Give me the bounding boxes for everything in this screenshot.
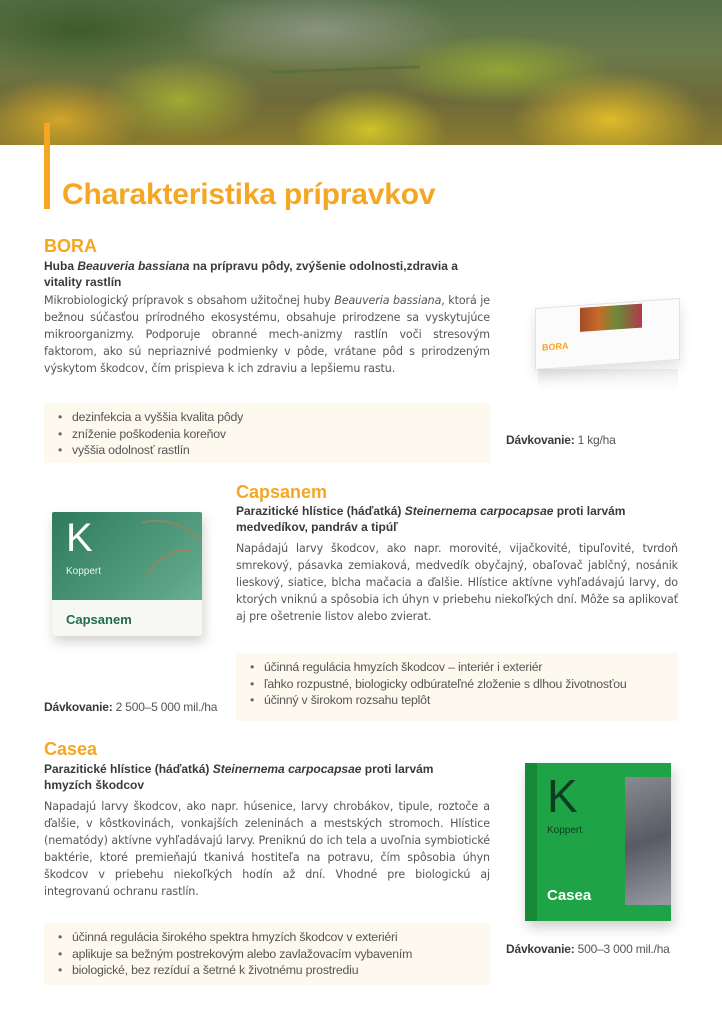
benefit-item: • ľahko rozpustné, biologicky odbúrateľné zloženie s dlhou životnosťou	[250, 676, 668, 693]
product-name: Capsanem	[236, 482, 328, 502]
subtitle-text: Huba	[44, 259, 78, 273]
subtitle-species: Beauveria bassiana	[77, 259, 190, 273]
benefit-item: • aplikuje sa bežným postrekovým alebo zavlažovacím vybavením	[58, 946, 480, 963]
product-subtitle	[44, 761, 484, 793]
benefits-box	[44, 403, 490, 463]
nematode-photo	[625, 777, 671, 905]
benefits-box	[236, 653, 678, 721]
package-reflection	[538, 369, 678, 391]
dosage	[506, 433, 616, 447]
benefit-item: • zníženie poškodenia koreňov	[58, 426, 480, 443]
koppert-wordmark: Koppert	[547, 825, 583, 836]
subtitle-text: Parazitické hlístice (háďatká)	[44, 762, 213, 776]
bora-package	[535, 298, 680, 370]
product-subtitle	[44, 258, 484, 290]
benefit-item: • účinná regulácia hmyzích škodcov – interiér i exteriér	[250, 659, 668, 676]
casea-package	[525, 763, 671, 921]
product-subtitle	[236, 503, 676, 535]
benefits-box	[44, 923, 490, 985]
capsanem-product-image	[52, 512, 210, 642]
page-title: Charakteristika prípravkov	[62, 178, 436, 211]
koppert-logo: K	[547, 770, 578, 822]
casea-product-image	[525, 763, 675, 923]
dosage-value: 2 500–5 000 mil./ha	[112, 700, 218, 714]
dosage	[506, 942, 670, 956]
vegetables-photo	[580, 304, 642, 332]
product-name: Casea	[44, 739, 98, 759]
desc-text: Mikrobiologický prípravok s obsahom užitočnej huby	[44, 294, 335, 307]
package-side	[525, 763, 537, 921]
subtitle-text: Parazitické hlístice (háďatká)	[236, 504, 405, 518]
desc-text: , ktorá je bežnou súčasťou prírodného ekosystému, obsahuje prirodzene sa vyskytujúce mikroorganizmy. Podporuje obranné mech-anizmy rastlín voči stresovým faktorom, ako sú nepriaznivé podmienky v pôde, vrátane pôd s prirodzeným výskytom škodcov, čím prispieva k ich zdraviu a lepšiemu rastu.	[44, 294, 491, 375]
benefit-item: • dezinfekcia a vyššia kvalita pôdy	[58, 409, 480, 426]
dosage-label: Dávkovanie:	[44, 700, 113, 714]
subtitle-text: proti larvám hmyzích škodcov	[44, 762, 434, 792]
dosage-label: Dávkovanie:	[506, 433, 575, 447]
pack-label: Casea	[547, 887, 592, 904]
dosage-value: 500–3 000 mil./ha	[574, 942, 670, 956]
product-description: Napadajú larvy škodcov, ako napr. húsenice, larvy chrobákov, tipule, roztoče a ďalšie, v kôstkovinách, vonkajších zeleninách a mestských stromoch. Hlístice (nematódy) aktívne vyhľadávajú larvy. Preniknú do ich tela a uvoľnia symbiotické baktérie, ktoré premieňajú tkanivá hostiteľa na potravu, čím spôsobia úhyn škodcov v priebehu niekoľkých hodín až dní. Vhodné pre biologickú aj integrovanú ochranu rastlín.	[44, 800, 490, 898]
benefit-item: • účinný v širokom rozsahu teplôt	[250, 692, 668, 709]
subtitle-species: Steinernema carpocapsae	[212, 762, 362, 776]
subtitle-text: na prípravu pôdy, zvýšenie odolnosti,zdravia a vitality rastlín	[44, 259, 458, 289]
pack-label: BORA	[542, 340, 569, 353]
bora-product-image	[530, 285, 685, 395]
subtitle-text: proti larvám medvedíkov, pandráv a tipúľ	[236, 504, 626, 534]
dosage	[44, 700, 217, 714]
subtitle-species: Steinernema carpocapsae	[404, 504, 554, 518]
benefit-item: • vyššia odolnosť rastlín	[58, 442, 480, 459]
capsanem-package	[52, 512, 202, 636]
product-description	[44, 292, 490, 377]
pack-label: Capsanem	[66, 612, 132, 627]
koppert-logo: K	[66, 516, 93, 560]
title-accent-bar	[44, 123, 50, 209]
benefit-item: • účinná regulácia širokého spektra hmyzích škodcov v exteriéri	[58, 929, 480, 946]
dosage-label: Dávkovanie:	[506, 942, 575, 956]
desc-species: Beauveria bassiana	[334, 294, 442, 307]
vineyard-row	[270, 65, 420, 73]
benefit-item: • biologické, bez rezíduí a šetrné k životnému prostrediu	[58, 962, 480, 979]
dosage-value: 1 kg/ha	[574, 433, 616, 447]
product-name: BORA	[44, 236, 97, 256]
header-vineyard-image	[0, 0, 722, 145]
koppert-wordmark: Koppert	[66, 566, 102, 577]
product-description: Napádajú larvy škodcov, ako napr. morovité, vijačkovité, tipuľovité, tvrdoň smrekový, pásavka zemiaková, medvedík obyčajný, obaľovač jablčný, nosánik lieskový, siatice, blcha mačacia a ďalšie. Hlístice aktívne vyhľadávajú larvy, do ktorých vniknú a spôsobia ich úhyn v priebehu niekoľkých dní. Môže sa aplikovať aj pre ošetrenie listov alebo zvierat.	[236, 542, 678, 623]
